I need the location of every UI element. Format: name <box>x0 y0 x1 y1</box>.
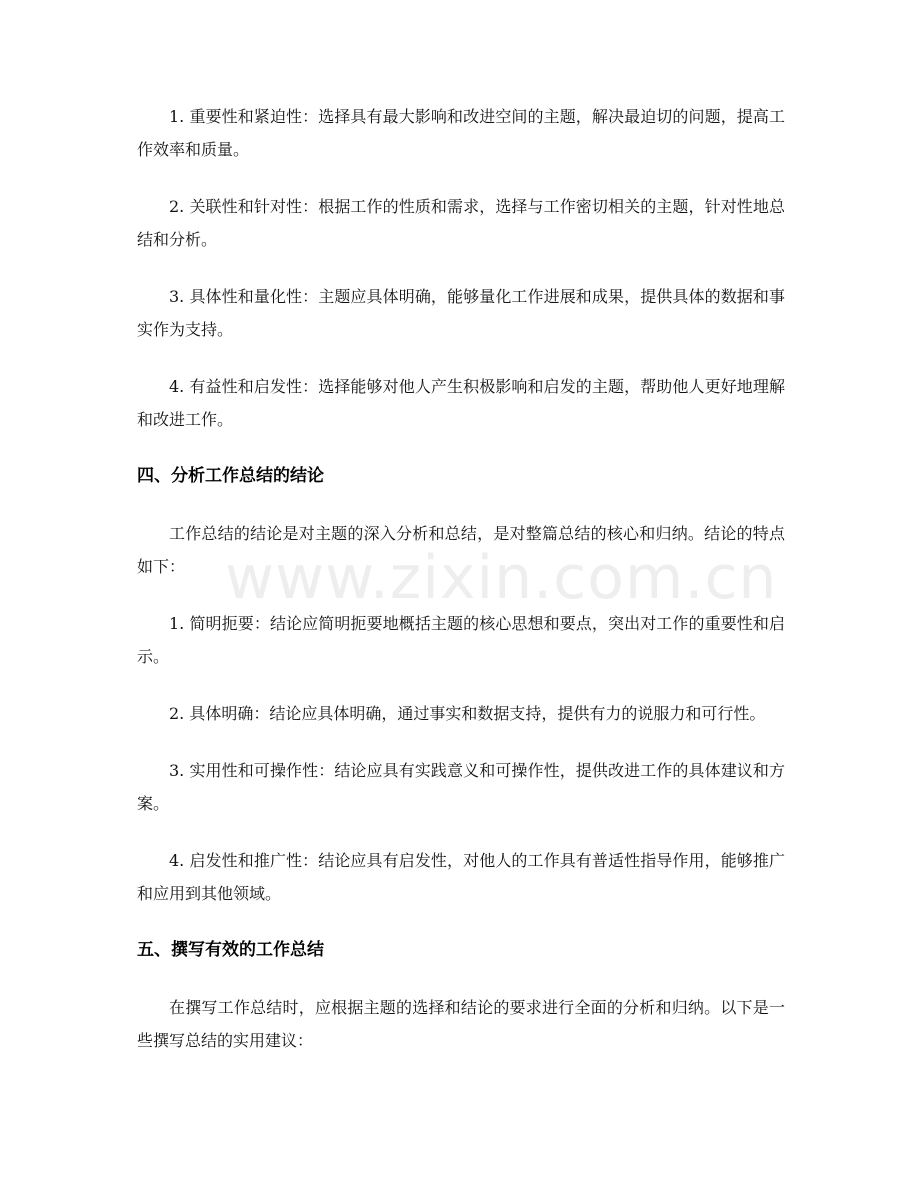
list-item-practical: 3. 实用性和可操作性：结论应具有实践意义和可操作性，提供改进工作的具体建议和方案。 <box>137 761 785 813</box>
paragraph-conclusion-intro: 工作总结的结论是对主题的深入分析和总结，是对整篇总结的核心和归纳。结论的特点如下： <box>137 524 785 576</box>
list-item-concise: 1. 简明扼要：结论应简明扼要地概括主题的核心思想和要点，突出对工作的重要性和启示。 <box>137 614 785 666</box>
watermark-text: www.zixin.com.cn <box>225 543 778 613</box>
list-item-importance: 1. 重要性和紧迫性：选择具有最大影响和改进空间的主题，解决最迫切的问题，提高工作效率和质量。 <box>137 107 785 159</box>
list-item-inspiring: 4. 启发性和推广性：结论应具有启发性，对他人的工作具有普适性指导作用，能够推广和应用到其他领域。 <box>137 851 785 903</box>
document-body <box>137 100 785 1081</box>
list-item-relevance: 2. 关联性和针对性：根据工作的性质和需求，选择与工作密切相关的主题，针对性地总结和分析。 <box>137 197 785 249</box>
list-item-clear: 2. 具体明确：结论应具体明确，通过事实和数据支持，提供有力的说服力和可行性。 <box>169 704 766 723</box>
section-heading-writing: 五、撰写有效的工作总结 <box>137 940 324 960</box>
list-item-specificity: 3. 具体性和量化性：主题应具体明确，能够量化工作进展和成果，提供具体的数据和事实作为支持。 <box>137 287 785 339</box>
section-heading-conclusion: 四、分析工作总结的结论 <box>137 466 324 486</box>
paragraph-writing-intro: 在撰写工作总结时，应根据主题的选择和结论的要求进行全面的分析和归纳。以下是一些撰写总结的实用建议： <box>137 998 785 1050</box>
list-item-benefit: 4. 有益性和启发性：选择能够对他人产生积极影响和启发的主题，帮助他人更好地理解和改进工作。 <box>137 377 785 429</box>
